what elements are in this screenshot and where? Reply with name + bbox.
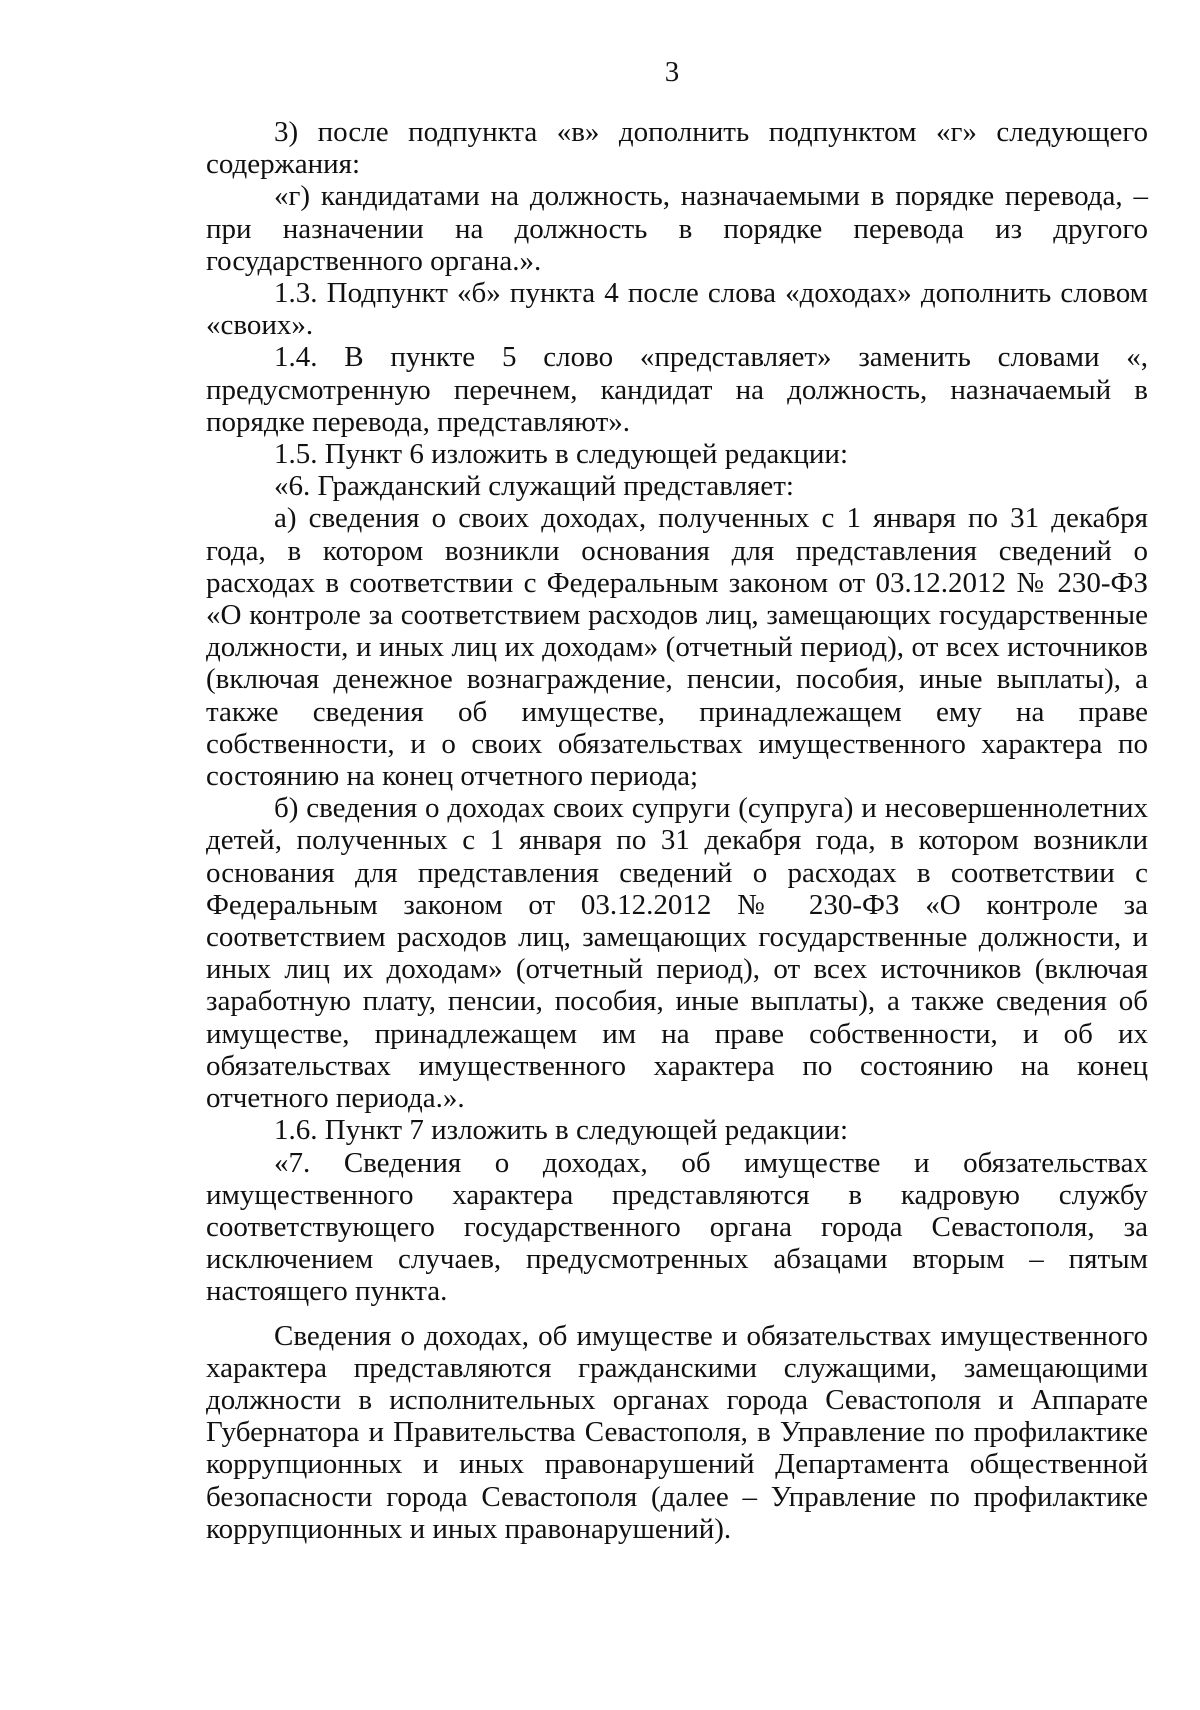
paragraph-1-5: 1.5. Пункт 6 изложить в следующей редакции:: [274, 438, 849, 471]
paragraph-subitem-3: 3) после подпункта «в» дополнить подпунктом «г» следующего содержания:: [206, 116, 1148, 181]
paragraph-1-6: 1.6. Пункт 7 изложить в следующей редакции:: [274, 1114, 849, 1147]
page-number: 3: [664, 56, 680, 88]
document-body: [206, 116, 1148, 1545]
paragraph-subitem-a: а) сведения о своих доходах, полученных с 1 января по 31 декабря года, в котором возникли основания для представления сведений о расходах в соответствии с Федеральным законом от 03.12.2012 № 230-ФЗ «О контроле за соответствием расходов лиц, замещающих государственные должности, и иных лиц их доходам» (отчетный период), от всех источников (включая денежное вознаграждение, пенсии, пособия, иные выплаты), а также сведения об имуществе, принадлежащем ему на праве собственности, и о своих обязательствах имущественного характера по состоянию на конец отчетного периода;: [206, 502, 1148, 793]
paragraph-point-7-second: Сведения о доходах, об имуществе и обязательствах имущественного характера представляются гражданскими служащими, замещающими должности в исполнительных органах города Севастополя и Аппарате Губернатора и Правительства Севастополя, в Управление по профилактике коррупционных и иных правонарушений Департамента общественной безопасности города Севастополя (далее – Управление по профилактике коррупционных и иных правонарушений).: [206, 1319, 1148, 1545]
paragraph-1-3: 1.3. Подпункт «б» пункта 4 после слова «доходах» дополнить словом «своих».: [206, 277, 1148, 342]
paragraph-subitem-b: б) сведения о доходах своих супруги (супруга) и несовершеннолетних детей, полученных с 1 января по 31 декабря года, в котором возникли основания для представления сведений о расходах в соответствии с Федеральным законом от 03.12.2012 № 230-ФЗ «О контроле за соответствием расходов лиц, замещающих государственные должности, и иных лиц их доходам» (отчетный период), от всех источников (включая заработную плату, пенсии, пособия, иные выплаты), а также сведения об имуществе, принадлежащем им на праве собственности, и об их обязательствах имущественного характера по состоянию на конец отчетного периода.».: [206, 792, 1148, 1115]
paragraph-point-7: «7. Сведения о доходах, об имуществе и обязательствах имущественного характера представляются в кадровую службу соответствующего государственного органа города Севастополя, за исключением случаев, предусмотренных абзацами вторым – пятым настоящего пункта.: [206, 1146, 1148, 1308]
paragraph-point-6: «6. Гражданский служащий представляет:: [274, 470, 794, 503]
paragraph-1-4: 1.4. В пункте 5 слово «представляет» заменить словами «, предусмотренную перечнем, кандидат на должность, назначаемый в порядке перевода, представляют».: [206, 341, 1148, 438]
paragraph-subitem-g: «г) кандидатами на должность, назначаемыми в порядке перевода, – при назначении на должность в порядке перевода из другого государственного органа.».: [206, 180, 1148, 277]
